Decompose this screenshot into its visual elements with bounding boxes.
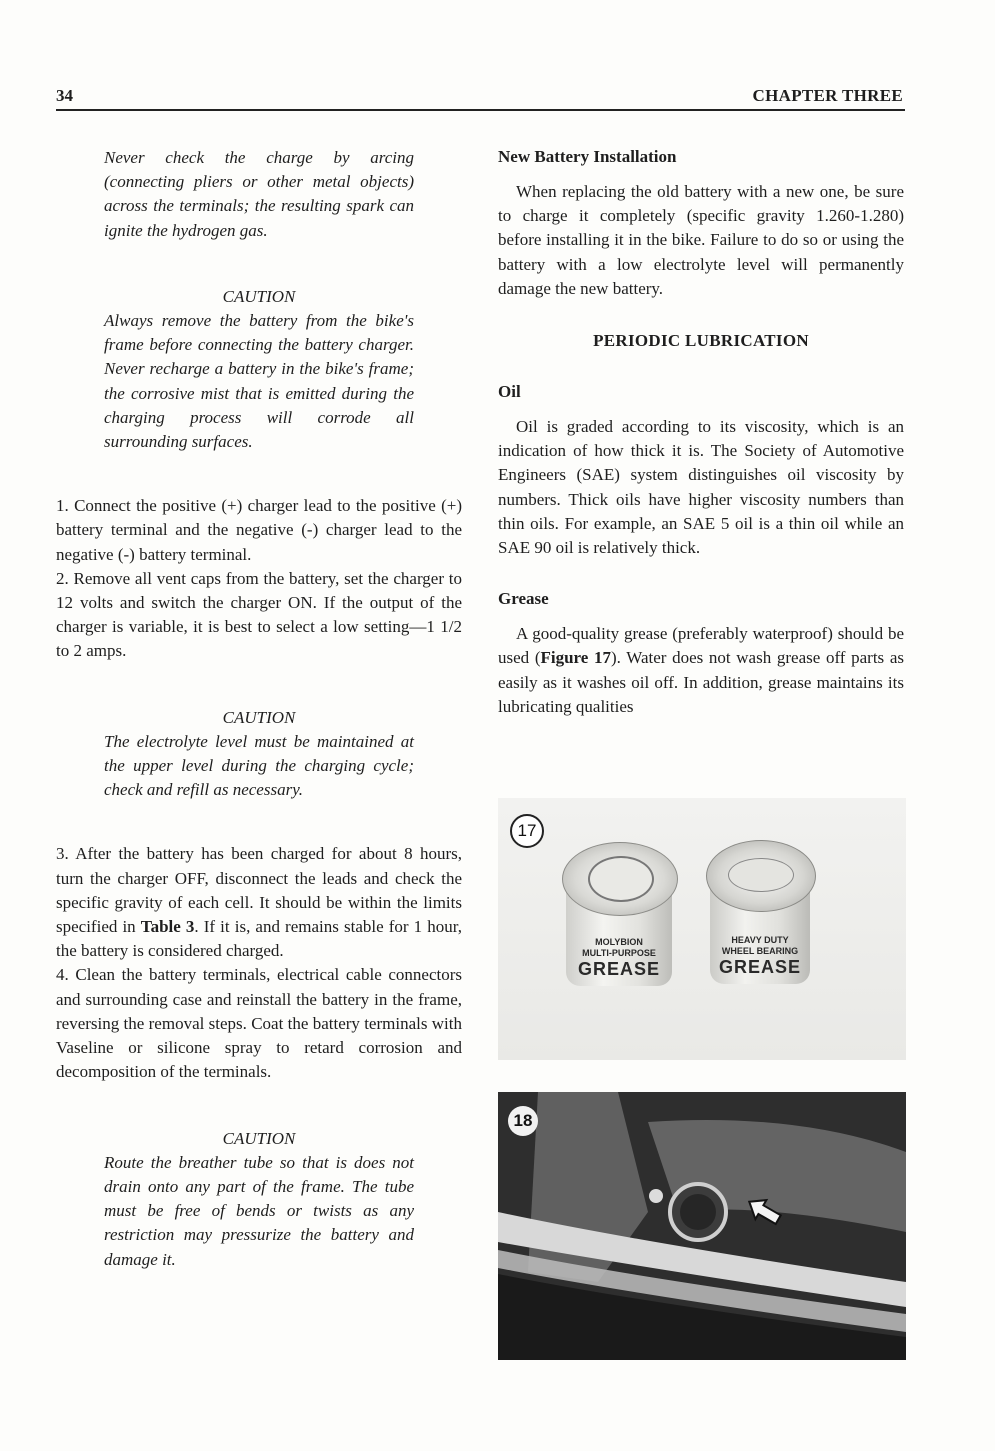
- left-column: [56, 146, 462, 1272]
- grease-can-left: [562, 838, 676, 990]
- can-right-type: WHEEL BEARING: [721, 946, 799, 956]
- can-right-brand: HEAVY DUTY: [731, 935, 789, 945]
- can-left-grease: GREASE: [577, 959, 661, 979]
- new-battery-text: When replacing the old battery with a new one, be sure to charge it completely (specific gravity 1.260-1.280) before installing it in the bike. Failure to do so or using the battery with a low electrolyte level will permanently damage the new battery.: [498, 182, 904, 298]
- grease-text-start: A good-quality grease (preferably waterproof) should be used (: [498, 624, 904, 668]
- caution-label-2: CAUTION: [222, 707, 296, 727]
- table-3-ref: Table 3: [140, 917, 195, 937]
- can-right-grease: GREASE: [718, 957, 802, 977]
- warning-note: Never check the charge by arcing (connecting pliers or other metal objects) across the terminals; the resulting spark can ignite the hydrogen gas.: [104, 148, 414, 240]
- grease-text-end: ). Water does not wash grease off parts as easily as it washes oil off. In addition, grease maintains its lubricating qualities: [498, 648, 904, 716]
- grease-can-right: [706, 836, 814, 988]
- caution-text-1: Always remove the battery from the bike's frame before connecting the battery charger. Never recharge a battery in the bike's frame; the corrosive mist that is emitted during the charging process will corrode all surrounding surfaces.: [104, 311, 414, 452]
- caution-label-3: CAUTION: [222, 1128, 296, 1148]
- new-battery-heading: New Battery Installation: [498, 147, 677, 166]
- can-left-type: MULTI-PURPOSE: [582, 948, 656, 958]
- header-rule: [56, 109, 905, 111]
- figure-17-photo: [498, 798, 906, 1060]
- periodic-lubrication-heading: PERIODIC LUBRICATION: [593, 331, 809, 351]
- step-3-text: 3. After the battery has been charged for about 8 hours, turn the charger OFF, disconnect the leads and check the specific gravity of each cell. It should be within the limits specified in: [56, 844, 462, 937]
- grease-heading: Grease: [498, 589, 549, 609]
- grease-text: [498, 622, 904, 719]
- step-2: 2. Remove all vent caps from the battery, set the charger to 12 volts and switch the charger ON. If the output of the charger is variable, it is best to select a low setting—1 1/2 to 2 amps.: [56, 568, 462, 661]
- figure-18-photo: [498, 1092, 906, 1360]
- page-number: 34: [56, 86, 73, 105]
- figure-17-ref: Figure 17: [540, 648, 611, 668]
- step-3: [56, 842, 462, 963]
- chapter-title: CHAPTER THREE: [752, 86, 903, 105]
- step-3-end: . If it is, and remains stable for 1 hour, the battery is considered charged.: [56, 917, 462, 961]
- oil-text: Oil is graded according to its viscosity, which is an indication of how thick it is. The Society of Automotive Engineers (SAE) system distinguishes oil viscosity by numbers. Thick oils have higher viscosity numbers than thin oils. For example, an SAE 5 oil is a thin oil while an SAE 90 oil is relatively thick.: [498, 417, 904, 558]
- figure-18-illustration: [498, 1092, 906, 1360]
- step-1: 1. Connect the positive (+) charger lead to the positive (+) battery terminal and the negative (-) charger lead to the negative (-) battery terminal.: [56, 496, 462, 564]
- caution-label-1: CAUTION: [222, 286, 296, 306]
- caution-text-3: Route the breather tube so that is does not drain onto any part of the frame. The tube must be free of bends or twists as any restriction may pressurize the battery and damage it.: [104, 1152, 414, 1269]
- figure-17-number: 17: [510, 814, 544, 848]
- oil-heading: Oil: [498, 382, 521, 402]
- right-column: [498, 146, 904, 719]
- caution-text-2: The electrolyte level must be maintained at the upper level during the charging cycle; check and refill as necessary.: [104, 731, 414, 800]
- figure-18-number: 18: [508, 1106, 538, 1136]
- can-left-brand: MOLYBION: [595, 937, 643, 947]
- step-4: 4. Clean the battery terminals, electrical cable connectors and surrounding case and reinstall the battery in the frame, reversing the removal steps. Coat the battery terminals with Vaseline or silicone spray to retard corrosion and decomposition of the terminals.: [56, 965, 462, 1082]
